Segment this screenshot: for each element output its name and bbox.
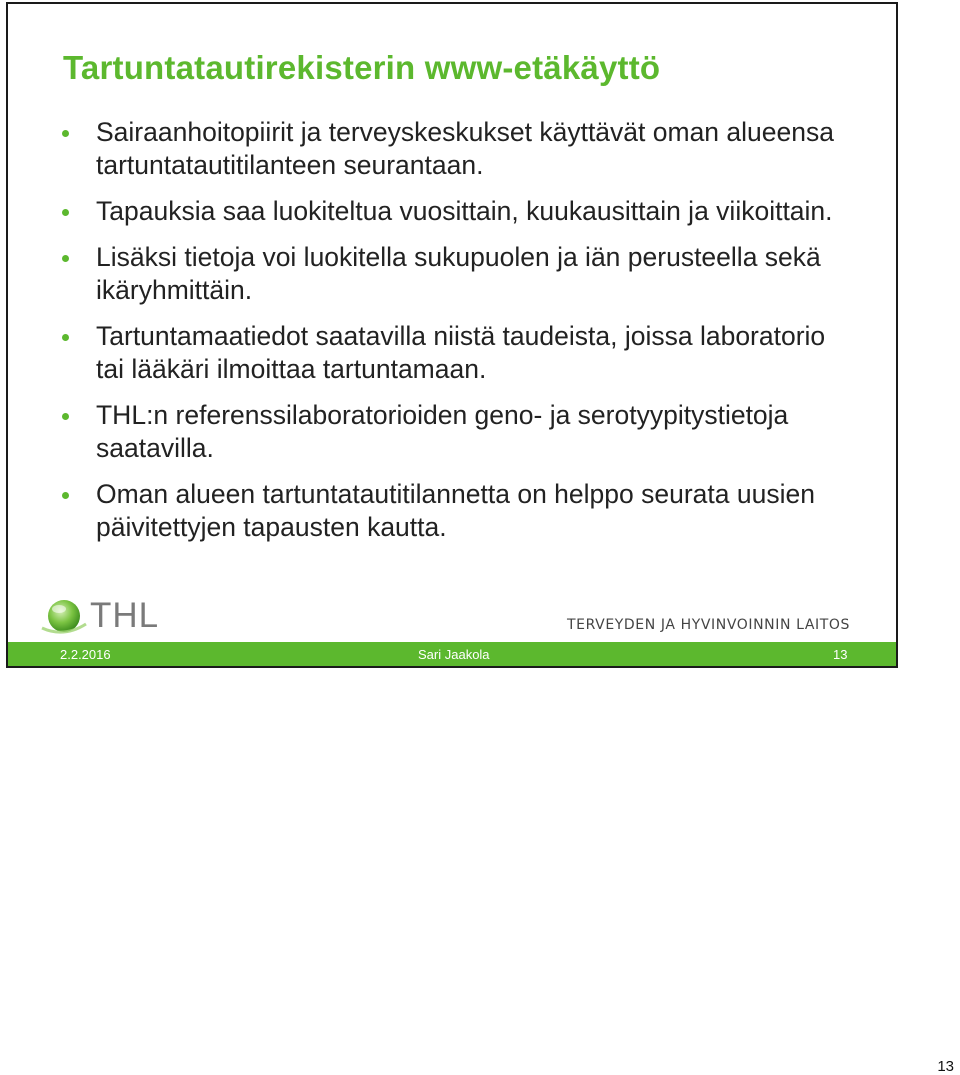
bullet-text: Oman alueen tartuntatautitilannetta on helppo seurata uusien päivitettyjen tapausten kautta. [96,479,815,542]
bullet-text: Tartuntamaatiedot saatavilla niistä taudeista, joissa laboratorio tai lääkäri ilmoittaa tartuntamaan. [96,321,826,384]
footer-slide-number: 13 [833,647,848,662]
bullet-item [56,241,856,307]
bullet-item [56,399,856,465]
bullet-marker [62,209,69,216]
slide [6,2,898,668]
slide-title: Tartuntatautirekisterin www-etäkäyttö [63,49,661,86]
logo-text: THL [90,596,160,635]
bullet-marker [62,334,69,341]
institute-name: TERVEYDEN JA HYVINVOINNIN LAITOS [566,617,850,633]
footer-date: 2.2.2016 [60,647,111,662]
thl-globe-icon [38,596,90,640]
bullet-list [56,116,856,557]
bullet-text: THL:n referenssilaboratorioiden geno- ja serotyypitystietoja saatavilla. [96,400,789,463]
bullet-text: Sairaanhoitopiirit ja terveyskeskukset käyttävät oman alueensa tartuntatautitilanteen seurantaan. [96,117,834,180]
bullet-text: Tapauksia saa luokiteltua vuosittain, kuukausittain ja viikoittain. [96,196,833,226]
bullet-marker [62,492,69,499]
page-number: 13 [937,1058,954,1075]
bullet-item [56,320,856,386]
bullet-marker [62,130,69,137]
bullet-item [56,478,856,544]
slide-footer [8,642,896,666]
thl-logo [38,596,168,642]
bullet-marker [62,255,69,262]
bullet-text: Lisäksi tietoja voi luokitella sukupuolen ja iän perusteella sekä ikäryhmittäin. [96,242,821,305]
bullet-item [56,116,856,182]
bullet-item [56,195,856,228]
bullet-marker [62,413,69,420]
footer-author: Sari Jaakola [418,647,490,662]
